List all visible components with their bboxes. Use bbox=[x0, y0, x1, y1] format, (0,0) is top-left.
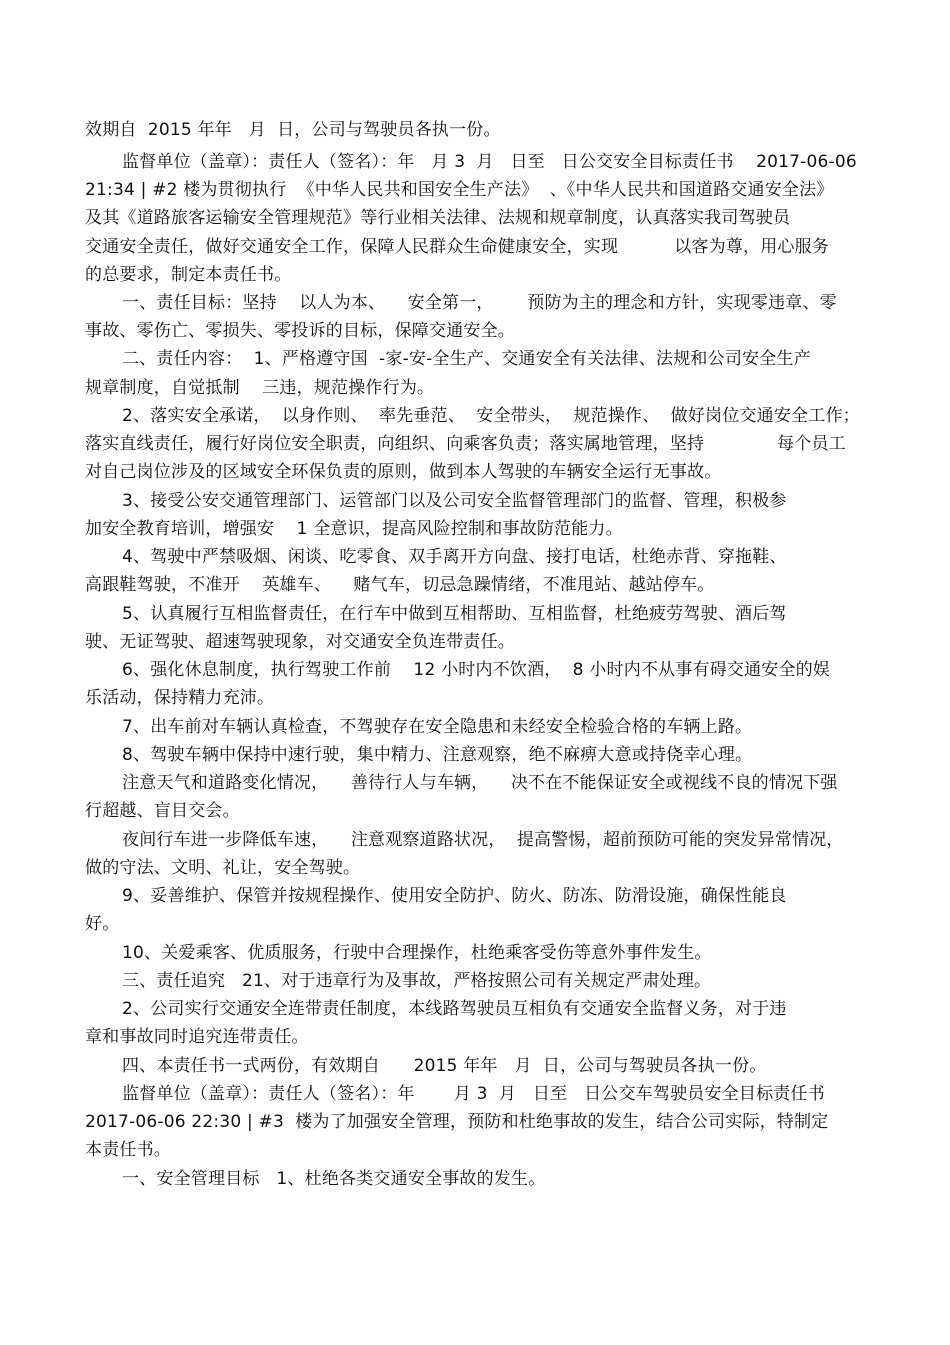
text-line: 高跟鞋驾驶，不准开 英雄车、 赌气车，切忌急躁情绪，不准甩站、越站停车。 bbox=[85, 575, 715, 595]
text-line: 加安全教育培训，增强安 1 全意识，提高风险控制和事故防范能力。 bbox=[85, 519, 623, 539]
text-line: 6、强化休息制度，执行驾驶工作前 12 小时内不饮酒， 8 小时内不从事有碍交通安全的娱 bbox=[122, 660, 831, 680]
text-line: 的总要求，制定本责任书。 bbox=[85, 265, 292, 285]
text-line: 效期自 2015 年年 月 日，公司与驾驶员各执一份。 bbox=[85, 120, 501, 140]
text-line: 2、公司实行交通安全连带责任制度，本线路驾驶员互相负有交通安全监督义务，对于违 bbox=[122, 999, 787, 1019]
text-line: 及其《道路旅客运输安全管理规范》等行业相关法律、法规和规章制度，认真落实我司驾驶员 bbox=[85, 208, 791, 228]
text-line: 好。 bbox=[85, 914, 120, 934]
text-line: 落实直线责任，履行好岗位安全职责，向组织、向乘客负责；落实属地管理，坚持 每个员工 bbox=[85, 434, 846, 454]
text-line: 8、驾驶车辆中保持中速行驶，集中精力、注意观察，绝不麻痹大意或持侥幸心理。 bbox=[122, 745, 753, 765]
text-line: 二、责任内容： 1、严格遵守国 -家-安-全生产、交通安全有关法律、法规和公司安全生产 bbox=[122, 349, 811, 369]
text-line: 监督单位（盖章）：责任人（签名）：年 月 3 月 日至 日公交安全目标责任书 2017-06-06 bbox=[122, 152, 857, 172]
text-line: 一、安全管理目标 1、杜绝各类交通安全事故的发生。 bbox=[122, 1169, 546, 1189]
text-line: 注意天气和道路变化情况， 善待行人与车辆， 决不在不能保证安全或视线不良的情况下强 bbox=[122, 773, 838, 793]
text-line: 2、落实安全承诺， 以身作则、 率先垂范、 安全带头， 规范操作、 做好岗位交通安全工作； bbox=[122, 406, 860, 426]
text-line: 本责任书。 bbox=[85, 1140, 171, 1160]
text-line: 三、责任追究 21、对于违章行为及事故，严格按照公司有关规定严肃处理。 bbox=[122, 971, 712, 991]
text-line: 4、驾驶中严禁吸烟、闲谈、吃零食、双手离开方向盘、接打电话，杜绝赤背、穿拖鞋、 bbox=[122, 547, 787, 567]
text-line: 事故、零伤亡、零损失、零投诉的目标，保障交通安全。 bbox=[85, 321, 515, 341]
text-line: 10、关爱乘客、优质服务，行驶中合理操作，杜绝乘客受伤等意外事件发生。 bbox=[122, 943, 712, 963]
text-line: 3、接受公安交通管理部门、运管部门以及公司安全监督管理部门的监督、管理，积极参 bbox=[122, 491, 787, 511]
text-line: 行超越、盲目交会。 bbox=[85, 801, 240, 821]
text-line: 监督单位（盖章）：责任人（签名）：年 月 3 月 日至 日公交车驾驶员安全目标责任书 bbox=[122, 1084, 825, 1104]
text-line: 交通安全责任，做好交通安全工作，保障人民群众生命健康安全，实现 以客为尊，用心服务 bbox=[85, 237, 830, 257]
text-line: 2017-06-06 22:30 | #3 楼为了加强安全管理，预防和杜绝事故的发生，结合公司实际，特制定 bbox=[85, 1112, 829, 1132]
text-line: 乐活动，保持精力充沛。 bbox=[85, 688, 275, 708]
text-line: 规章制度，自觉抵制 三违，规范操作行为。 bbox=[85, 378, 435, 398]
text-line: 做的守法、文明、礼让，安全驾驶。 bbox=[85, 858, 361, 878]
text-line: 四、本责任书一式两份，有效期自 2015 年年 月 日，公司与驾驶员各执一份。 bbox=[122, 1056, 767, 1076]
text-line: 一、责任目标：坚持 以人为本、 安全第一， 预防为主的理念和方针，实现零违章、零 bbox=[122, 293, 837, 313]
text-line: 7、出车前对车辆认真检查，不驾驶存在安全隐患和未经安全检验合格的车辆上路。 bbox=[122, 717, 753, 737]
text-line: 21:34 | #2 楼为贯彻执行 《中华人民共和国安全生产法》 、《中华人民共和国道路交通安全法》 bbox=[85, 180, 834, 200]
text-line: 对自己岗位涉及的区域安全环保负责的原则，做到本人驾驶的车辆安全运行无事故。 bbox=[85, 462, 722, 482]
text-line: 5、认真履行互相监督责任，在行车中做到互相帮助、互相监督，杜绝疲劳驾驶、酒后驾 bbox=[122, 604, 787, 624]
text-line: 9、妥善维护、保管并按规程操作、使用安全防护、防火、防冻、防滑设施，确保性能良 bbox=[122, 886, 787, 906]
text-line: 夜间行车进一步降低车速， 注意观察道路状况， 提高警惕，超前预防可能的突发异常情况， bbox=[122, 830, 844, 850]
text-line: 章和事故同时追究连带责任。 bbox=[85, 1027, 309, 1047]
text-line: 驶、无证驾驶、超速驾驶现象，对交通安全负连带责任。 bbox=[85, 632, 515, 652]
